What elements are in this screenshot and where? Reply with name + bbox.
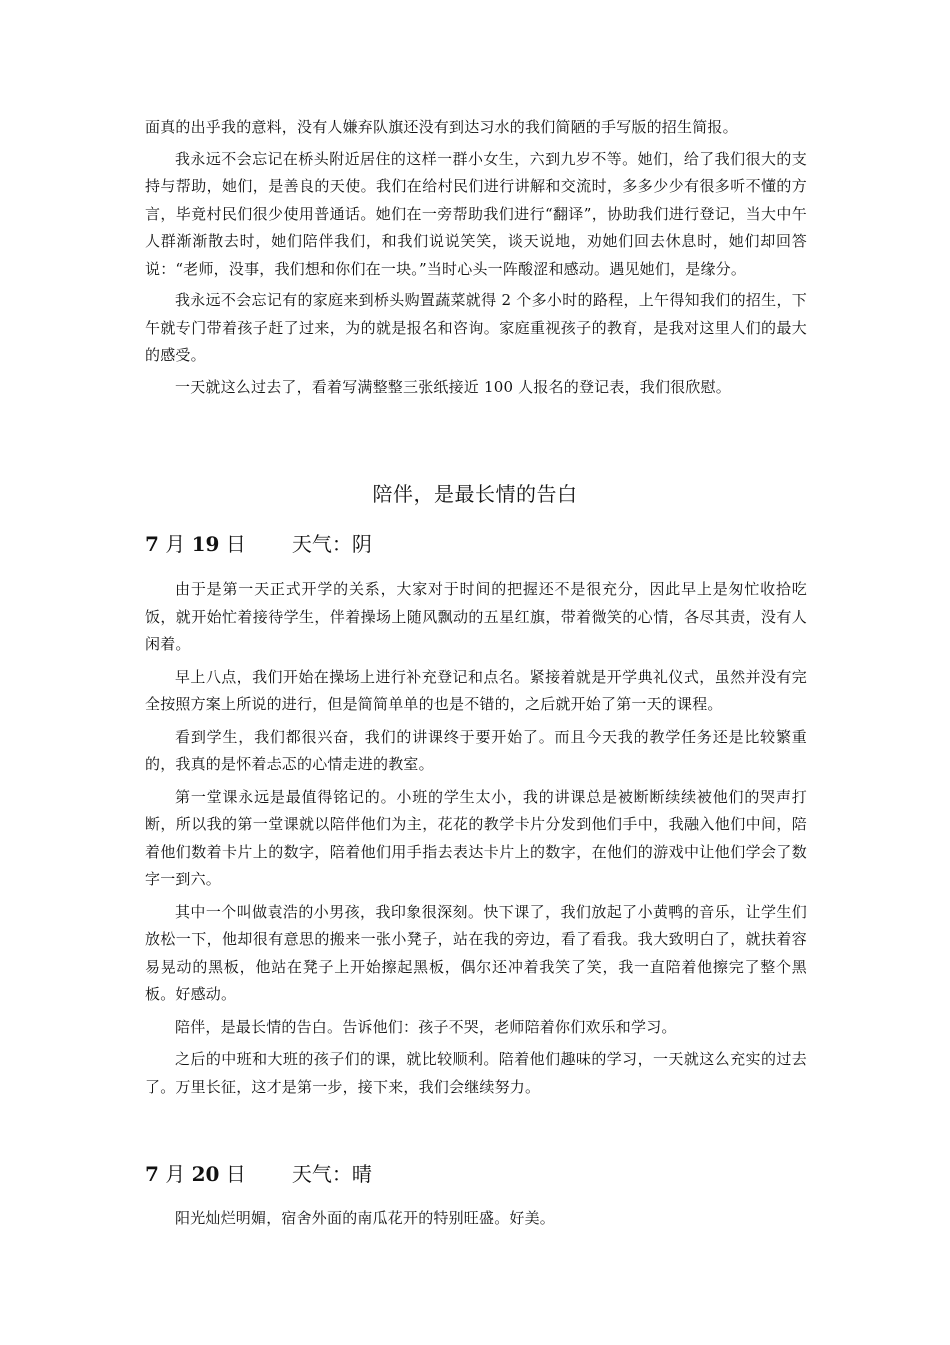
paragraph: 由于是第一天正式开学的关系，大家对于时间的把握还不是很充分，因此早上是匆忙收拾吃饭，就开始忙着接待学生，伴着操场上随风飘动的五星红旗，带着微笑的心情，各尽其责，没有人闲着。 — [145, 580, 807, 653]
date-month-label: 月 — [158, 532, 192, 556]
paragraph: 第一堂课永远是最值得铭记的。小班的学生太小，我的讲课总是被断断续续被他们的哭声打断，所以我的第一堂课就以陪伴他们为主，花花的教学卡片分发到他们手中，我融入他们中间，陪着他们数着卡片上的数字，陪着他们用手指去表达卡片上的数字，在他们的游戏中让他们学会了数字一到六。 — [145, 787, 807, 888]
paragraph: 其中一个叫做袁浩的小男孩，我印象很深刻。快下课了，我们放起了小黄鸭的音乐，让学生们放松一下，他却很有意思的搬来一张小凳子，站在我的旁边，看了看我。我大致明白了，就扶着容易晃动的黑板，他站在凳子上开始擦起黑板，偶尔还冲着我笑了笑，我一直陪着他擦完了整个黑板。好感动。 — [145, 902, 807, 1003]
entry-0719-body — [145, 576, 807, 1101]
paragraph: 看到学生，我们都很兴奋，我们的讲课终于要开始了。而且今天我的教学任务还是比较繁重的，我真的是怀着忐忑的心情走进的教室。 — [145, 727, 807, 773]
date-day-label: 日 — [219, 1162, 246, 1186]
date-day: 19 — [191, 532, 220, 556]
paragraph: 阳光灿烂明媚，宿舍外面的南瓜花开的特别旺盛。好美。 — [175, 1209, 556, 1227]
date-month: 7 — [145, 532, 159, 556]
date-day-label: 日 — [219, 532, 246, 556]
paragraph: 之后的中班和大班的孩子们的课，就比较顺利。陪着他们趣味的学习，一天就这么充实的过去了。万里长征，这才是第一步，接下来，我们会继续努力。 — [145, 1050, 807, 1096]
weather-label: 天气：阴 — [291, 532, 372, 556]
paragraph: 陪伴，是最长情的告白。告诉他们：孩子不哭，老师陪着你们欢乐和学习。 — [175, 1017, 677, 1036]
weather-label: 天气：晴 — [291, 1162, 372, 1186]
paragraph: 早上八点，我们开始在操场上进行补充登记和点名。紧接着就是开学典礼仪式，虽然并没有完全按照方案上所说的进行，但是简简单单的也是不错的，之后就开始了第一天的课程。 — [145, 667, 807, 713]
date-day: 20 — [191, 1162, 220, 1186]
intro-section — [145, 114, 807, 401]
paragraph: 我永远不会忘记有的家庭来到桥头购置蔬菜就得 2 个多小时的路程，上午得知我们的招生，下午就专门带着孩子赶了过来，为的就是报名和咨询。家庭重视孩子的教育，是我对这里人们的最大的感受。 — [145, 291, 807, 364]
section-title: 陪伴，是最长情的告白 — [372, 482, 578, 506]
date-month-label: 月 — [158, 1162, 192, 1186]
paragraph: 面真的出乎我的意料，没有人嫌弃队旗还没有到达习水的我们简陋的手写版的招生简报。 — [145, 118, 738, 136]
date-month: 7 — [145, 1162, 159, 1186]
paragraph: 我永远不会忘记在桥头附近居住的这样一群小女生，六到九岁不等。她们，给了我们很大的支持与帮助，她们，是善良的天使。我们在给村民们进行讲解和交流时，多多少少有很多听不懂的方言，毕竟村民们很少使用普通话。她们在一旁帮助我们进行“翻译”，协助我们进行登记，当大中午人群渐渐散去时，她们陪伴我们，和我们说说笑笑，谈天说地，劝她们回去休息时，她们却回答说：“老师，没事，我们想和你们在一块。”当时心头一阵酸涩和感动。遇见她们，是缘分。 — [145, 149, 807, 278]
date-heading-0719 — [145, 528, 372, 557]
paragraph: 一天就这么过去了，看着写满整整三张纸接近 100 人报名的登记表，我们很欣慰。 — [175, 377, 731, 396]
date-heading-0720 — [145, 1158, 372, 1187]
entry-0720-body — [145, 1205, 807, 1233]
